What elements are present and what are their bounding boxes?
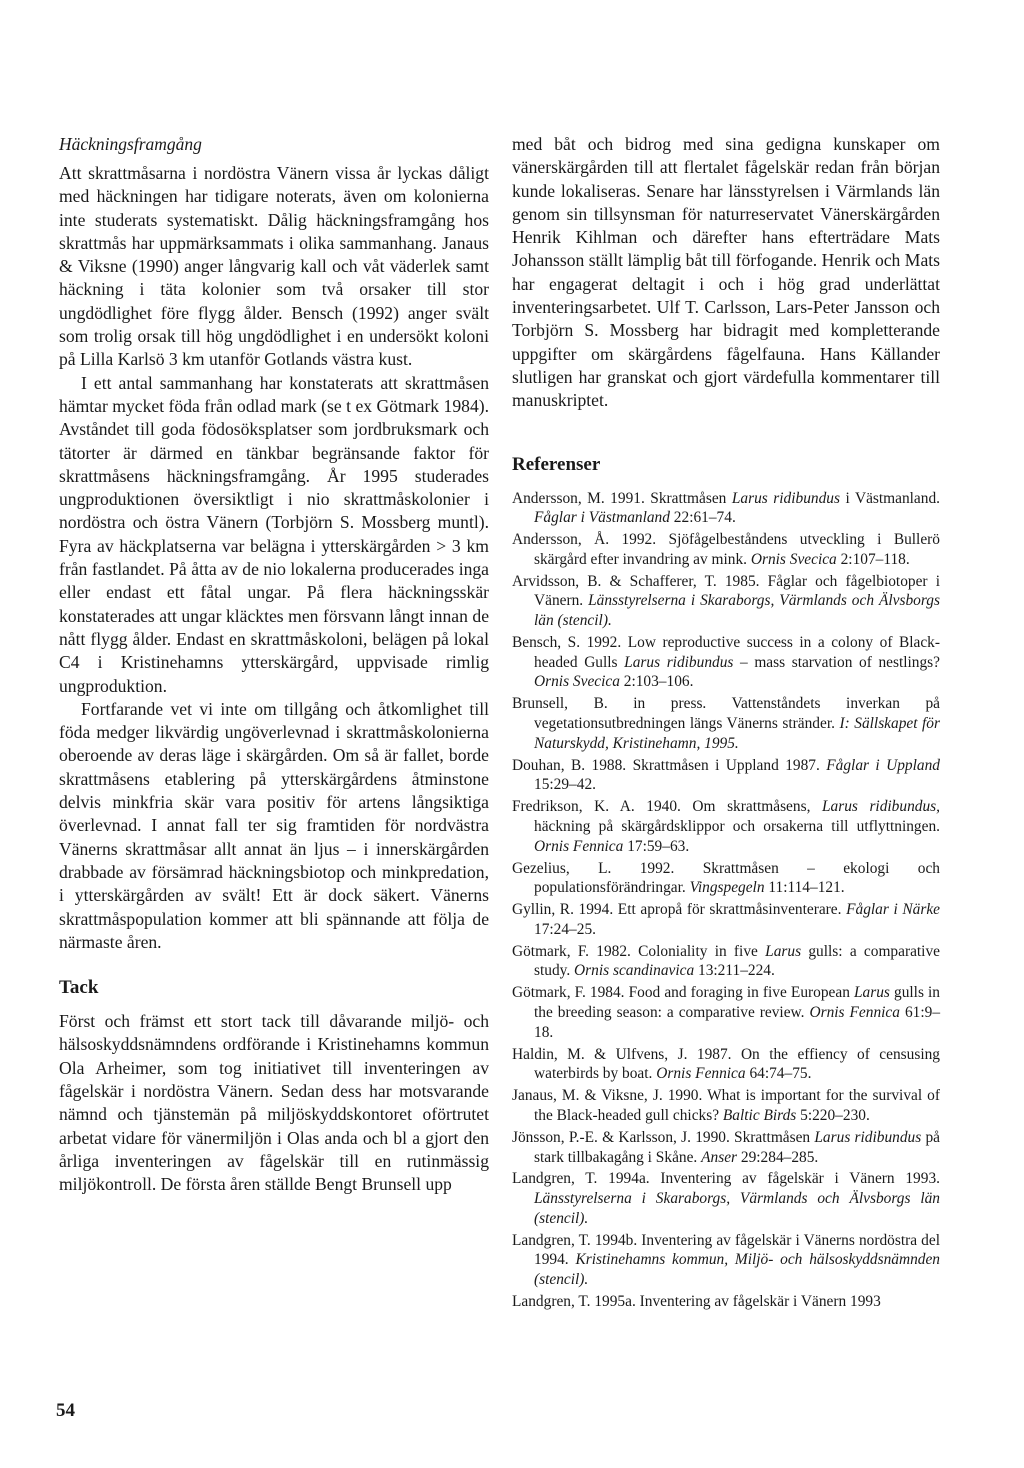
reference-item — [512, 900, 940, 939]
reference-italic-text: Fåglar i Närke — [846, 901, 940, 919]
acknowledgements-continued: med båt och bidrog med sina gedigna kunskaper om vänerskärgården till att flertalet fågelskär redan från början kunde lokaliseras. Senare har länsstyrelsen i Värmlands län genom sin tillsynsman för naturreservatet Vänerskärgården Henrik Kihlman och därefter hans efterträdare Mats Johansson ställt lämplig båt till förfogande. Henrik och Mats har engagerat deltagit i och i hög grad underlättat inventeringsarbetet. Ulf T. Carlsson, Lars-Peter Jansson och Torbjörn S. Mossberg har bidragit med kompletterande uppgifter om skärgårdens fågelfauna. Hans Källander slutligen har granskat och gjort värdefulla kommentarer till manuskriptet. — [512, 134, 940, 411]
reference-item — [512, 633, 940, 692]
reference-text: Bensch, S. 1992. Low reproductive success in a colony of Black-headed Gulls — [512, 634, 940, 671]
paragraph: Fortfarande vet vi inte om tillgång och åtkomlighet till föda medger likvärdig ungöverlevnad i skrattmåskolonierna oberoende av deras läge i skärgården. Om så är fallet, borde skrattmåsens etablering på ytterskärgårdens åtminstone delvis minkfria skär vara positiv för artens långsiktiga överlevnad. I annat fall ter sig framtiden för nordvästra Vänerns skrattmåsar allt annat än ljus – i innerskärgården drabbade av försämrad häckningsbiotop och minkpredation, i ytterskärgården av svält! Ett är dock säkert. Vänerns skrattmåspopulation kommer att bli spännande att följa de närmaste åren. — [59, 698, 489, 952]
reference-text: 5:220–230. — [796, 1106, 870, 1124]
reference-italic-text: Vingspegeln — [689, 879, 765, 897]
reference-text: 17:24–25. — [534, 920, 596, 938]
reference-item — [512, 1292, 940, 1312]
reference-italic-text: Ornis scandinavica — [574, 962, 695, 980]
reference-italic-text: Ornis Svecica — [534, 673, 620, 691]
reference-italic-text: Larus ridibundus — [814, 1128, 922, 1146]
reference-italic-text: Länsstyrelserna i Skaraborgs, Värmlands och Älvsborgs län (stencil). — [534, 1190, 940, 1227]
reference-text: Arvidsson, B. & Schafferer, T. 1985. Fåglar och fågelbiotoper i Vänern. — [512, 572, 940, 610]
paragraph: I ett antal sammanhang har konstaterats att skrattmåsen hämtar mycket föda från odlad mark (se t ex Götmark 1984). Avståndet till goda födosöksplatser som jordbruksmark och tätorter är därmed en tänkbar begränsande faktor för skrattmåsens häckningsframgång. År 1995 studerades ungproduktionen översiktligt i nio skrattmåskolonier i nordöstra och östra Vänern (Torbjörn S. Mossberg muntl). Fyra av häckplatserna var belägna i ytterskärgården > 3 km från fastlandet. På åtta av de nio lokalerna producerades inga eller endast ett fåtal ungar. På flera häckningsskär konstaterades att ungar kläcktes men försvann långt innan de nått flygg ålder. Endast en skrattmåskoloni, belägen på lokal C4 i Kristinehamns ytterskärgård, uppvisade rimlig ungproduktion. — [59, 372, 489, 696]
reference-item — [512, 1169, 940, 1228]
reference-text: – mass starvation of nestlings? — [733, 653, 940, 671]
reference-text: Götmark, F. 1984. Food and foraging in five European — [512, 984, 854, 1002]
reference-text: Landgren, T. 1994a. Inventering av fågelskär i Vänern 1993. — [512, 1170, 940, 1188]
reference-item — [512, 489, 940, 528]
reference-text: i Västmanland. — [839, 489, 941, 507]
reference-item — [512, 530, 940, 569]
reference-italic-text: Ornis Fennica — [656, 1065, 746, 1083]
reference-italic-text: Ornis Fennica — [809, 1004, 900, 1022]
reference-text: gulls: a comparative study. — [534, 942, 940, 980]
reference-text: Landgren, T. 1995a. Inventering av fågelskär i Vänern 1993 — [512, 1292, 881, 1310]
reference-text: Douhan, B. 1988. Skrattmåsen i Uppland 1987. — [512, 756, 827, 774]
reference-italic-text: Ornis Svecica — [750, 550, 837, 568]
reference-item — [512, 942, 940, 981]
paragraph: Att skrattmåsarna i nordöstra Vänern vissa år lyckas dåligt med häckningen har tidigare noterats, även om kolonierna inte studerats systematiskt. Dålig häckningsframgång hos skrattmås har uppmärksammats i olika sammanhang. Janaus & Viksne (1990) anger långvarig kall och våt väderlek samt häckning i täta kolonier som två orsaker till stor ungdödlighet före flygg ålder. Bensch (1992) anger svält som trolig orsak till hög ungdödlighet i en undersökt koloni på Lilla Karlsö 3 km utanför Gotlands västra kust. — [59, 163, 489, 370]
reference-item — [512, 694, 940, 753]
section-heading-hackningsframgang: Häckningsframgång — [59, 134, 202, 154]
reference-text: 2:107–118. — [836, 550, 910, 568]
reference-text: Fredrikson, K. A. 1940. Om skrattmåsens, — [512, 798, 822, 816]
reference-text: Gyllin, R. 1994. Ett apropå för skrattmåsinventerare. — [512, 901, 847, 919]
reference-item — [512, 1128, 940, 1167]
reference-item — [512, 1086, 940, 1125]
reference-text: 61:9–18. — [534, 1004, 941, 1041]
reference-item — [512, 572, 940, 631]
section-heading-tack: Tack — [59, 977, 99, 999]
reference-item — [512, 1045, 940, 1084]
reference-italic-text: Anser — [701, 1148, 738, 1166]
reference-text: 17:59–63. — [623, 837, 690, 855]
acknowledgements-paragraph: Först och främst ett stort tack till dåvarande miljö- och hälsoskyddsnämndens ordförande i Kristinehamns kommun Ola Arheimer, som tog initiativet till inventeringen av fågelskär i nordöstra Vänern. Sedan dess har motsvarande nämnd och tjänstemän på miljöskyddskontoret oförtrutet arbetat vidare för vänermiljön i Olas anda och bl a gjort den årliga inventeringen av fågelskär till en rutinmässig miljökontroll. De första åren ställde Bengt Brunsell upp — [59, 1011, 489, 1195]
reference-text: Andersson, Å. 1992. Sjöfågelbeståndens utveckling i Bullerö skärgård efter invandring av mink. — [512, 531, 940, 568]
right-column — [512, 133, 940, 1314]
reference-text: Janaus, M. & Viksne, J. 1990. What is important for the survival of the Black-headed gull chicks? — [512, 1087, 940, 1124]
reference-text: Gezelius, L. 1992. Skrattmåsen – ekologi och populationsförändringar. — [512, 859, 940, 897]
reference-italic-text: Fåglar i Västmanland — [534, 509, 670, 527]
reference-item — [512, 756, 940, 795]
reference-italic-text: Ornis Fennica — [534, 837, 624, 855]
reference-text: 13:211–224. — [694, 962, 775, 980]
reference-text: 64:74–75. — [745, 1065, 812, 1083]
reference-italic-text: Baltic Birds — [722, 1106, 797, 1124]
reference-text: 22:61–74. — [669, 509, 736, 527]
reference-italic-text: Fåglar i Uppland — [826, 756, 940, 774]
reference-list — [512, 489, 940, 1312]
reference-italic-text: Larus ridibundus — [731, 489, 840, 507]
page-number: 54 — [56, 1400, 75, 1421]
reference-item — [512, 1231, 940, 1290]
reference-italic-text: I: Sällskapet för Naturskydd, Kristinehamn, 1995. — [534, 715, 940, 752]
reference-italic-text: Larus — [853, 984, 890, 1002]
reference-text: Jönsson, P.-E. & Karlsson, J. 1990. Skrattmåsen — [512, 1128, 815, 1146]
reference-text: 11:114–121. — [764, 879, 845, 897]
reference-item — [512, 859, 940, 898]
reference-text: Götmark, F. 1982. Coloniality in five — [512, 942, 766, 960]
reference-italic-text: Länsstyrelserna i Skaraborgs, Värmlands och Älvsborgs län (stencil). — [534, 592, 940, 630]
reference-text: Landgren, T. 1994b. Inventering av fågelskär i Vänerns nordöstra del 1994. — [512, 1231, 940, 1269]
reference-italic-text: Larus — [765, 942, 802, 960]
reference-text: Haldin, M. & Ulfvens, J. 1987. On the effiency of censusing waterbirds by boat. — [512, 1045, 940, 1083]
reference-item — [512, 797, 940, 856]
reference-text: Andersson, M. 1991. Skrattmåsen — [512, 489, 732, 507]
reference-italic-text: Larus ridibundus — [624, 653, 734, 671]
reference-text: 2:103–106. — [619, 673, 694, 691]
reference-item — [512, 983, 940, 1042]
reference-text: på stark tillbakagång i Skåne. — [534, 1128, 941, 1166]
reference-text: 15:29–42. — [534, 776, 596, 794]
reference-text: häckning på skärgårdsklippor och orsakerna till utflyttningen. — [534, 817, 940, 835]
left-column — [59, 133, 489, 1196]
reference-text: 29:284–285. — [737, 1148, 819, 1166]
reference-italic-text: Kristinehamns kommun, Miljö- och hälsoskyddsnämnden (stencil). — [534, 1251, 940, 1289]
reference-italic-text: Larus ridibundus, — [821, 798, 940, 816]
reference-text: gulls in the breeding season: a comparative review. — [534, 984, 940, 1022]
section-heading-referenser: Referenser — [512, 453, 601, 475]
reference-text: Brunsell, B. in press. Vattenståndets inverkan på vegetationsutbredningen längs Vänerns stränder. — [512, 695, 940, 733]
